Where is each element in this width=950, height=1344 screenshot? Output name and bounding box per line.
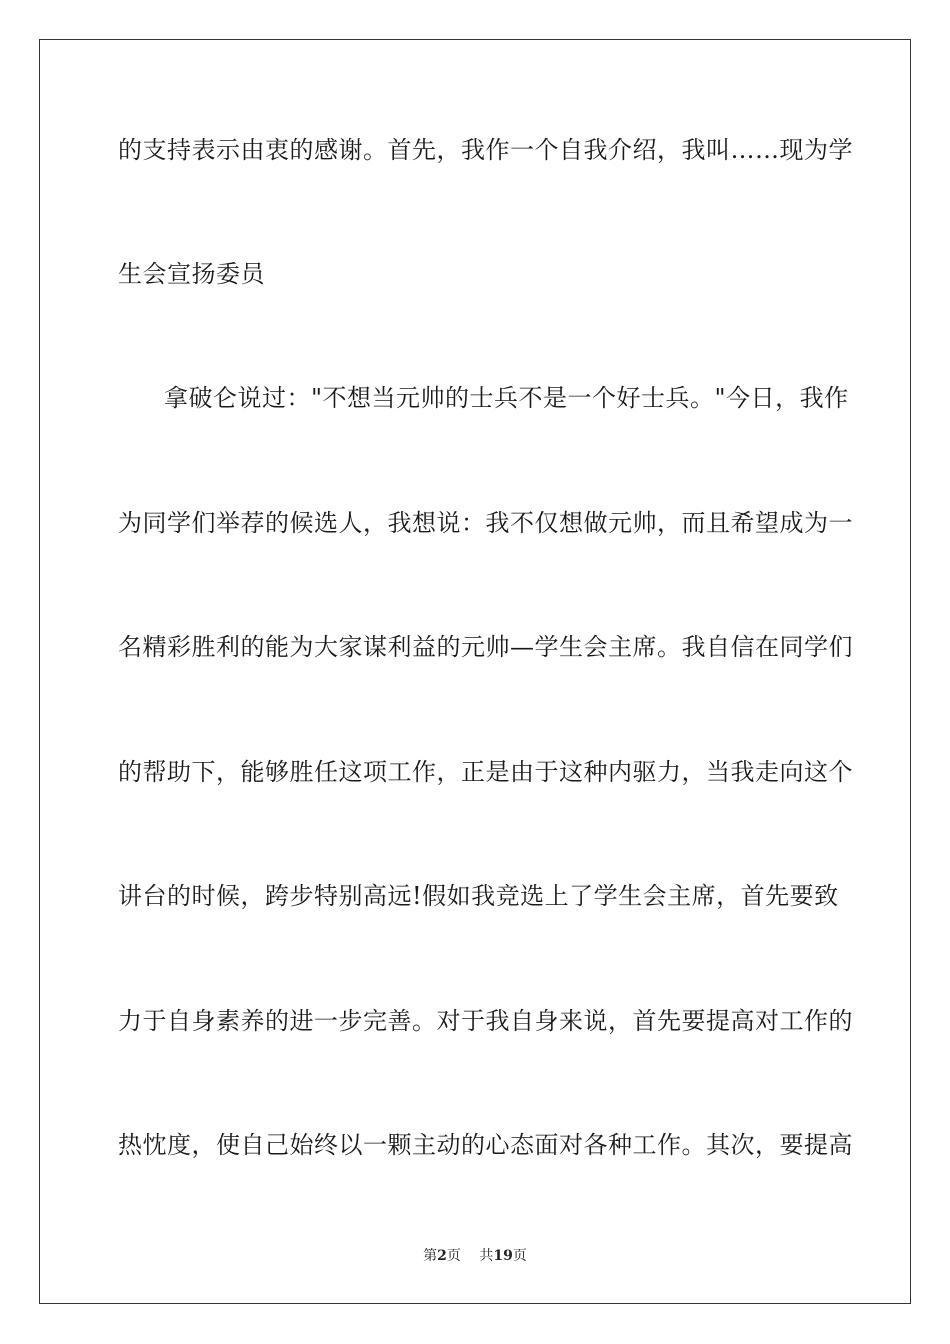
paragraph-line: 热忱度，使自己始终以一颗主动的心态面对各种工作。其次，要提高: [118, 1131, 853, 1159]
total-suffix: 页: [512, 1248, 527, 1264]
page-suffix: 页: [446, 1248, 461, 1264]
paragraph-line: 拿破仑说过："不想当元帅的士兵不是一个好士兵。"今日，我作: [164, 384, 849, 412]
total-pages: 19: [493, 1248, 513, 1264]
page-footer: [0, 1246, 950, 1266]
paragraph-line: 的帮助下，能够胜任这项工作，正是由于这种内驱力，当我走向这个: [118, 758, 853, 786]
paragraph-line: 生会宣扬委员: [118, 260, 265, 288]
paragraph-line: 为同学们举荐的候选人，我想说：我不仅想做元帅，而且希望成为一: [118, 509, 853, 537]
page-indicator: [423, 1246, 461, 1266]
page-number: 2: [437, 1248, 447, 1264]
page-frame: [39, 39, 911, 1304]
paragraph-line: 讲台的时候，跨步特别高远!假如我竞选上了学生会主席，首先要致: [118, 882, 839, 910]
paragraph-line: 力于自身素养的进一步完善。对于我自身来说，首先要提高对工作的: [118, 1007, 853, 1035]
total-prefix: 共: [479, 1248, 494, 1264]
paragraph-line: 名精彩胜利的能为大家谋利益的元帅—学生会主席。我自信在同学们: [118, 633, 853, 661]
paragraph-line: 的支持表示由衷的感谢。首先，我作一个自我介绍，我叫……现为学: [118, 136, 853, 164]
page-prefix: 第: [423, 1248, 438, 1264]
total-pages-indicator: [479, 1246, 526, 1266]
